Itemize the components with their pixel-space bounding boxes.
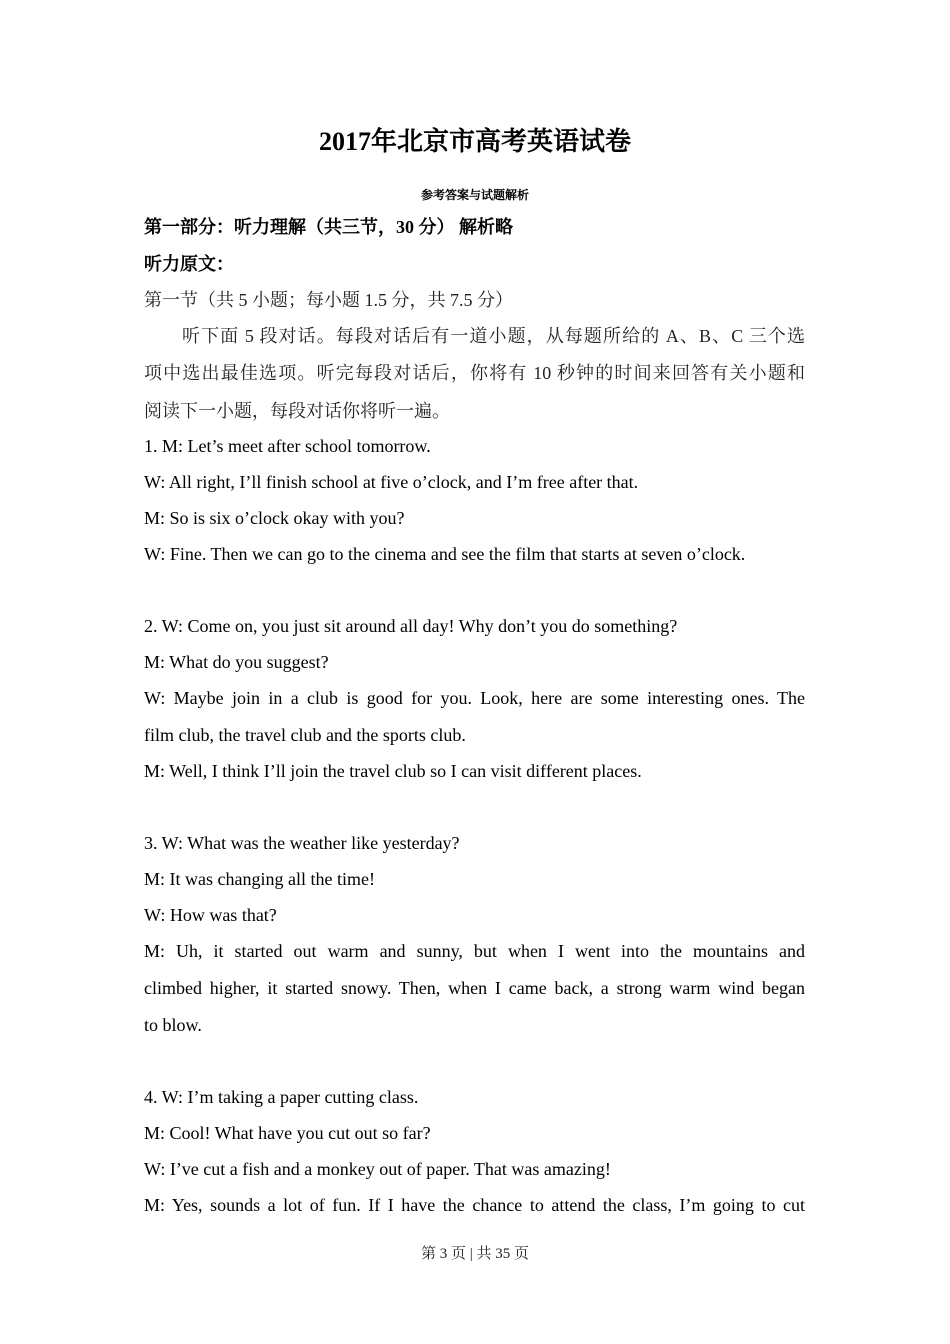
dialogue-line: climbed higher, it started snowy. Then, when I came back, a strong warm wind began bbox=[144, 978, 805, 998]
part1-heading: 第一部分：听力理解（共三节，30 分） 解析略 bbox=[144, 217, 513, 237]
transcript-heading: 听力原文： bbox=[144, 254, 234, 274]
document-title: 2017年北京市高考英语试卷 bbox=[318, 127, 631, 156]
dialogue-line: M: Well, I think I’ll join the travel club so I can visit different places. bbox=[144, 761, 642, 781]
dialogue-line: to blow. bbox=[144, 1015, 202, 1035]
dialogue-line: M: What do you suggest? bbox=[144, 652, 329, 672]
dialogue-line: M: It was changing all the time! bbox=[144, 869, 375, 889]
dialogue-line: M: Uh, it started out warm and sunny, but when I went into the mountains and bbox=[144, 941, 805, 961]
dialogue-line: W: I’ve cut a fish and a monkey out of paper. That was amazing! bbox=[144, 1159, 611, 1179]
section1-heading: 第一节（共 5 小题；每小题 1.5 分，共 7.5 分） bbox=[144, 290, 513, 310]
instructions-line: 项中选出最佳选项。听完每段对话后，你将有 10 秒钟的时间来回答有关小题和 bbox=[144, 363, 805, 383]
page-footer: 第 3 页 | 共 35 页 bbox=[420, 1246, 529, 1262]
document-subtitle: 参考答案与试题解析 bbox=[420, 188, 529, 202]
dialogue-line: M: Cool! What have you cut out so far? bbox=[144, 1123, 431, 1143]
instructions-line: 听下面 5 段对话。每段对话后有一道小题，从每题所给的 A、B、C 三个选 bbox=[182, 326, 805, 346]
dialogue-line: 1. M: Let’s meet after school tomorrow. bbox=[144, 436, 431, 456]
dialogue-line: 3. W: What was the weather like yesterday? bbox=[144, 833, 460, 853]
dialogue-line: M: So is six o’clock okay with you? bbox=[144, 508, 405, 528]
dialogue-line: W: Maybe join in a club is good for you. Look, here are some interesting ones. The bbox=[144, 688, 805, 708]
dialogue-line: M: Yes, sounds a lot of fun. If I have the chance to attend the class, I’m going to cut bbox=[144, 1195, 805, 1215]
dialogue-line: W: How was that? bbox=[144, 905, 277, 925]
instructions-line: 阅读下一小题，每段对话你将听一遍。 bbox=[144, 401, 450, 421]
dialogue-line: 4. W: I’m taking a paper cutting class. bbox=[144, 1087, 419, 1107]
dialogue-line: W: Fine. Then we can go to the cinema and see the film that starts at seven o’clock. bbox=[144, 544, 746, 564]
dialogue-line: W: All right, I’ll finish school at five o’clock, and I’m free after that. bbox=[144, 472, 639, 492]
dialogue-line: film club, the travel club and the sports club. bbox=[144, 725, 466, 745]
dialogue-line: 2. W: Come on, you just sit around all day! Why don’t you do something? bbox=[144, 616, 678, 636]
